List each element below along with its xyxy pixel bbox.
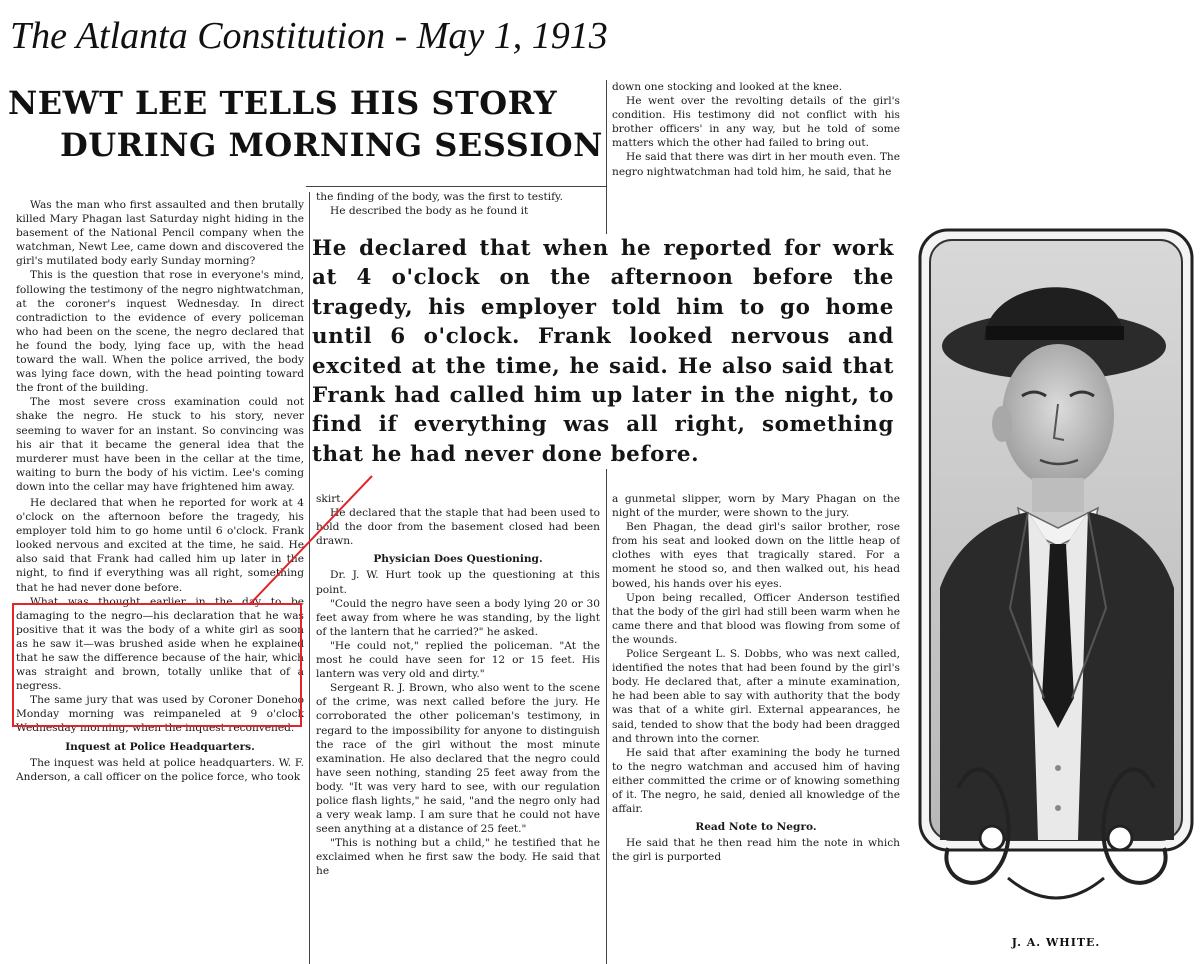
paragraph: He described the body as he found it bbox=[330, 205, 529, 218]
paragraph: "Could the negro have seen a body lying 20 or 30 feet away from where he was standing, by the light of the lantern that he carried?" he asked. bbox=[316, 597, 600, 638]
paragraph: The inquest was held at police headquarters. W. F. Anderson, a call officer on the police force, who took bbox=[16, 756, 304, 783]
paragraph: The most severe cross examination could not shake the negro. He stuck to his story, never seeming to waver for an instant. So convincing was his air that it became the general idea that the murderer must have been in the cellar at the time, waiting to burn the body of his victim. Lee's coming down into the cellar may have frightened him away. bbox=[16, 396, 304, 493]
paragraph: What was thought earlier in the day to be damaging to the negro—his declaration that he was positive that it was the body of a white girl as soon as he saw it—was brushed aside when he explained that he saw the difference because of the hair, which was straight and brown, totally unlike that of a negress. bbox=[16, 595, 304, 693]
paragraph: He said that there was dirt in her mouth even. The negro nightwatchman had told him, he said, that he bbox=[612, 151, 900, 178]
headline-line-1: NEWT LEE TELLS HIS STORY bbox=[8, 84, 558, 122]
portrait-photo bbox=[918, 228, 1194, 954]
paragraph: Dr. J. W. Hurt took up the questioning at this point. bbox=[316, 569, 600, 596]
paragraph: Upon being recalled, Officer Anderson testified that the body of the girl had still been warm when he came there and that blood was flowing from some of the wounds. bbox=[612, 591, 900, 646]
paragraph: a gunmetal slipper, worn by Mary Phagan on the night of the murder, were shown to the jury. bbox=[612, 493, 900, 520]
paragraph: He declared that the staple that had been used to hold the door from the basement closed had been drawn. bbox=[316, 507, 600, 548]
paragraph: Was the man who first assaulted and then brutally killed Mary Phagan last Saturday night hiding in the basement of the National Pencil company when the watchman, Newt Lee, came down and discovered the girl's mutilated body early Sunday morning? bbox=[16, 199, 304, 268]
headline-line-2: DURING MORNING SESSION bbox=[60, 126, 603, 164]
enlarged-quote: He declared that when he reported for work at 4 o'clock on the afternoon before the tragedy, his employer told him to go home until 6 o'clock. Frank looked nervous and excited at the time, he said. He also said that Frank had called him up later in the night, to find if everything was all right, something that he had never done before. bbox=[312, 234, 894, 469]
paragraph: He went over the revolting details of the girl's condition. His testimony did not conflict with his brother officers' in any way, but he told of some matters which the other had failed to bring out. bbox=[612, 95, 900, 150]
paragraph: The same jury that was used by Coroner Donehoo Monday morning was reimpaneled at 9 o'clock Wednesday morning, when the inquest reconvened. bbox=[16, 694, 304, 735]
subheading: Inquest at Police Headquarters. bbox=[65, 740, 255, 753]
paragraph: He said that after examining the body he turned to the negro watchman and accused him of having either committed the crime or of knowing something of it. The negro, he said, denied all knowledge of the affair. bbox=[612, 746, 900, 816]
highlighted-paragraph: He declared that when he reported for work at 4 o'clock on the afternoon before the tragedy, his employer told him to go home until 6 o'clock. Frank looked nervous and excited at the time, he said. He also said that Frank had called him up later in the night, to find if everything was all right, something that he had never done before. bbox=[16, 496, 304, 594]
paragraph: "He could not," replied the policeman. "At the most he could have seen for 12 or 15 feet. His lantern was very old and dirty." bbox=[316, 639, 600, 681]
connector-line-stroke bbox=[250, 476, 372, 604]
paragraph: He said that he then read him the note in which the girl is purported bbox=[612, 837, 900, 864]
paragraph: Ben Phagan, the dead girl's sailor brother, rose from his seat and looked down on the little heap of clothes with eyes that tragically stared. For a moment he stood so, and then walked out, his head bowed, his hands over his eyes. bbox=[612, 521, 900, 590]
paragraph: Sergeant R. J. Brown, who also went to the scene of the crime, was next called before the jury. He corroborated the other policeman's testimony, in regard to the impossibility for anyone to distinguish the race of the girl without the most minute examination. He also declared that the negro could have seen nothing, standing 25 feet away from the body. "It was very hard to see, with our regulation police flash lights," he said, "and the negro only had a very weak lamp. I am sure that he could not have seen anything at a distance of 25 feet." bbox=[316, 682, 600, 836]
hat-band bbox=[986, 326, 1124, 340]
subheading: Read Note to Negro. bbox=[695, 821, 817, 834]
face bbox=[1002, 344, 1114, 488]
page-caption: The Atlanta Constitution - May 1, 1913 bbox=[10, 15, 608, 57]
paragraph: This is the question that rose in everyone's mind, following the testimony of the negro nightwatchman, at the coroner's inquest Wednesday. In direct contradiction to the evidence of every policeman who had been on the scene, the negro declared that he found the body, lying face up, with the head toward the wall. When the police arrived, the body was lying face down, with the head pointing toward the front of the building. bbox=[16, 269, 304, 395]
paragraph: Police Sergeant L. S. Dobbs, who was next called, identified the notes that had been found by the girl's body. He declared that, after a minute examination, he had been able to say with authority that the body was that of a white girl. External appearances, he said, tended to show that the body had been dragged and thrown into the corner. bbox=[612, 648, 900, 745]
paragraph: skirt. bbox=[316, 493, 344, 505]
subheading: Physician Does Questioning. bbox=[373, 553, 543, 566]
paragraph: "This is nothing but a child," he testified that he exclaimed when he first saw the body. He said that he bbox=[316, 837, 600, 878]
paragraph: the finding of the body, was the first to testify. bbox=[316, 191, 563, 203]
paragraph: down one stocking and looked at the knee. bbox=[612, 81, 843, 93]
photo-caption: J. A. WHITE. bbox=[1011, 936, 1101, 949]
